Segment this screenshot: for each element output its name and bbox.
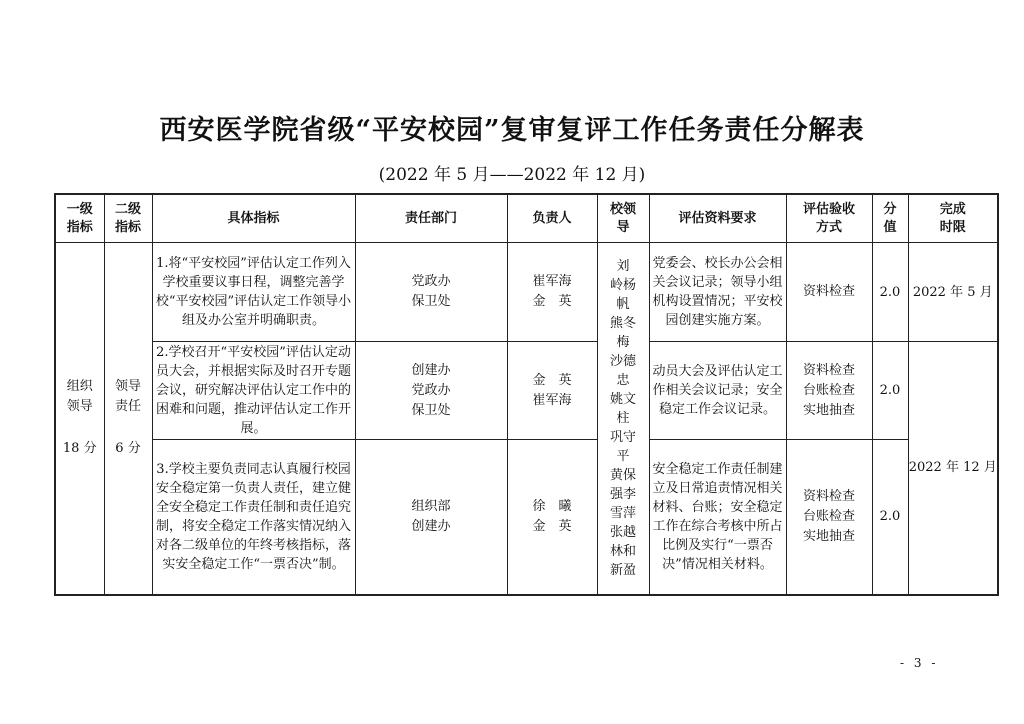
person-cell: 金 英 崔军海: [507, 342, 597, 440]
school-leaders-cell: 刘 岭杨 帆 熊冬 梅 沙德 忠 姚文 柱 巩守 平 黄保 强李 雪萍 张越 林和 新盈: [597, 243, 649, 595]
dept-cell: 党政办 保卫处: [355, 243, 507, 342]
table-row: [55, 342, 998, 440]
score-cell: 2.0: [872, 440, 908, 595]
header-materials: 评估资料要求: [649, 194, 786, 243]
header-deadline: 完成 时限: [908, 194, 998, 243]
header-method: 评估验收 方式: [786, 194, 872, 243]
method-cell: 资料检查 台账检查 实地抽查: [786, 342, 872, 440]
header-leader: 校领 导: [597, 194, 649, 243]
level2-cell: 领导 责任 6 分: [104, 243, 152, 595]
document-subtitle: (2022 年 5 月——2022 年 12 月): [378, 165, 646, 185]
header-indicator: 具体指标: [152, 194, 355, 243]
header-person: 负责人: [507, 194, 597, 243]
table-row: [55, 440, 998, 595]
header-level2: 二级 指标: [104, 194, 152, 243]
deadline-cell: 2022 年 5 月: [908, 243, 998, 342]
deadline-cell: 2022 年 12 月: [908, 342, 998, 595]
table-header-row: [55, 194, 998, 243]
method-cell: 资料检查 台账检查 实地抽查: [786, 440, 872, 595]
person-cell: 徐 曦 金 英: [507, 440, 597, 595]
materials-cell: 动员大会及评估认定工作相关会议记录；安全稳定工作会议记录。: [649, 342, 786, 440]
responsibility-table: [54, 193, 999, 596]
indicator-cell: 2.学校召开“平安校园”评估认定动员大会，并根据实际及时召开专题会议，研究解决评估认定工作中的困难和问题，推动评估认定工作开展。: [152, 342, 355, 440]
dept-cell: 组织部 创建办: [355, 440, 507, 595]
person-cell: 崔军海 金 英: [507, 243, 597, 342]
method-cell: 资料检查: [786, 243, 872, 342]
page-number: - 3 -: [900, 656, 939, 670]
document-title: 西安医学院省级“平安校园”复审复评工作任务责任分解表: [159, 115, 865, 146]
score-cell: 2.0: [872, 342, 908, 440]
dept-cell: 创建办 党政办 保卫处: [355, 342, 507, 440]
level1-cell: 组织 领导 18 分: [55, 243, 104, 595]
header-dept: 责任部门: [355, 194, 507, 243]
materials-cell: 安全稳定工作责任制建立及日常追责情况相关材料、台账；安全稳定工作在综合考核中所占比例及实行“一票否决”情况相关材料。: [649, 440, 786, 595]
score-cell: 2.0: [872, 243, 908, 342]
header-score: 分 值: [872, 194, 908, 243]
indicator-cell: 1.将“平安校园”评估认定工作列入学校重要议事日程，调整完善学校“平安校园”评估认定工作领导小组及办公室并明确职责。: [152, 243, 355, 342]
indicator-cell: 3.学校主要负责同志认真履行校园安全稳定第一负责人责任，建立健全安全稳定工作责任制和责任追究制，将安全稳定工作落实情况纳入对各二级单位的年终考核指标，落实安全稳定工作“一票否决”制。: [152, 440, 355, 595]
materials-cell: 党委会、校长办公会相关会议记录；领导小组机构设置情况；平安校园创建实施方案。: [649, 243, 786, 342]
table-row: [55, 243, 998, 342]
header-level1: 一级 指标: [55, 194, 104, 243]
